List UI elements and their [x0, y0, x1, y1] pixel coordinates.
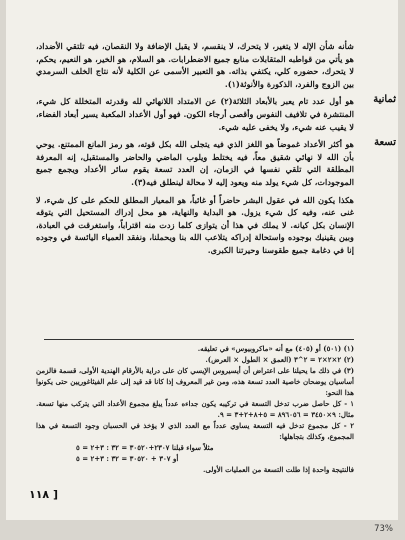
section-conclusion [36, 194, 354, 257]
footnote-1: (١) (٥٠١) أو (٤٠٥) مع أنه «ماكروبيوس» في تعليقه. [197, 344, 354, 353]
footnotes [36, 343, 354, 475]
formula-2: أو ٣٠٧ + ٣٠٥٢٠ = ٣٢ : ٣+٢ = ٥ [76, 454, 179, 463]
main-text [36, 40, 396, 262]
footnote-3-rule-2: ٢ - كل مجموع تدخل فيه التسعة يساوي عدداً مع العدد الذي لا يؤخذ في الحسبان وجود التسعة في هذا المجموع، وكذلك بتجاهلها: [36, 421, 354, 441]
section-eight-text: هو أول عدد تام يعبر بالأبعاد الثلاثة(٢) عن الامتداد اللانهائي لله وقدرته المتخللة كل شيء، المنتشرة في تلافيف النفوس وأقصى أرجاء الكون. فهو أول الأعداد المكعبة يسير أبعاد الفضاء، لا يقيب عنه شيء، ولا يخفى عليه شيء. [36, 96, 354, 132]
footnote-3: (٣) في ذلك ما يحيلنا على اعتراض أن أيسيروس الإيسي كان على دراية بالأرقام الهندية الأولى، قسمة فالزمن أساسيان يوضحان خاصية العدد تسعة هذه، ومن غير المعروف إذا كانا قد قيد إلى علم الفيثاغوريين حتى يكونوا هذا النحو: [36, 366, 354, 397]
page-number: ١١٨ ] [29, 488, 59, 501]
section-eight-label: ثمانية [373, 94, 396, 106]
formula-1: مثلاً سواء قبلنا ٢٣٠٧+٣٠٥٢٠ = ٣٢ : ٣+٢ = ٥ [76, 443, 214, 452]
document-page [6, 0, 398, 520]
section-nine [36, 137, 396, 188]
section-nine-text: هو أكثر الأعداد غموضاً هو اللغز الذي فيه يتجلى الله بكل قوته، هو رمز المانع الممتنع. يوحي بأن الله لا نهائي شقيق معاً، فيه يختلط ويلوب الماضي والحاضر والمستقبل، إنه المعرفة المطلقة التي تلقي نفسها في الزمان، إن العدد تسعة يقوم سائر الأعداد ويجمع جميع الموجودات، كل شيء يولد منه ويعود إليه لا محالة لينطلق فيه(٣). [36, 139, 354, 187]
closing-note: فالنتيجة واحدة إذا طلت التسعة من العمليات الأولى. [202, 465, 354, 474]
section-intro [36, 40, 354, 90]
section-nine-label: تسعة [374, 137, 396, 149]
zoom-level: 73% [374, 524, 393, 534]
footnote-3-rule-1: ١ - كل حاصل ضرب تدخل التسعة في تركيبه يكون جداءه عدداً يبلغ مجموع الأعداد التي يتركب منها تسعة. مثال: ٩×٣٤٥٠ = ٨٩٦٠٥٦ = ٥+٨+٢+٣ = ٩. [36, 399, 354, 419]
footnote-2: (٢) ٢×٢×٢ = ٢^٣ (العمق × الطول × العرض). [205, 355, 354, 364]
section-eight [36, 94, 396, 133]
section-intro-text: شأنه شأن الإله لا يتغير، لا يتحرك، لا ينقسم، لا يقبل الإضافة ولا النقصان، فيه تلتقي الأضداد، هو يأتي من قواطبه المتقابلات منابع جميع الاضطرابات. هو السلام، هو الخير، هو النعيم، يحكم، لا يتحرك، حضوره كلي، يكتفي بذاته. هو التعبير الأسمى عن الكلية لأنه نتاج الخلف السرمدي بين الزوج والفرد، الذكورة والأنوثة(١). [36, 41, 354, 89]
section-conclusion-text: هكذا يكون الله في عقول البشر حاضراً أو غائباً، هو المعيار المطلق للحكم على كل شيء، لا غنى عنه، وفيه كل شيء يزول. هو البداية والنهاية، هو محل إدراك المستحيل التي يتوقه الإنسان بكل كيانه. لا يملك في هذا أن يتوازى كلما زدت منه اقتراباً، واستغرقت في العبادة، وبين يقينيك بوجوده واستحالة إدراكه يتلاعب الله بنا ويحملنا، ونفقد العمياء اليائسة في وجوده إنا في دغامة جميع طقوسنا وحيرتنا الكبرى. [36, 194, 354, 255]
footnote-divider [44, 339, 354, 340]
